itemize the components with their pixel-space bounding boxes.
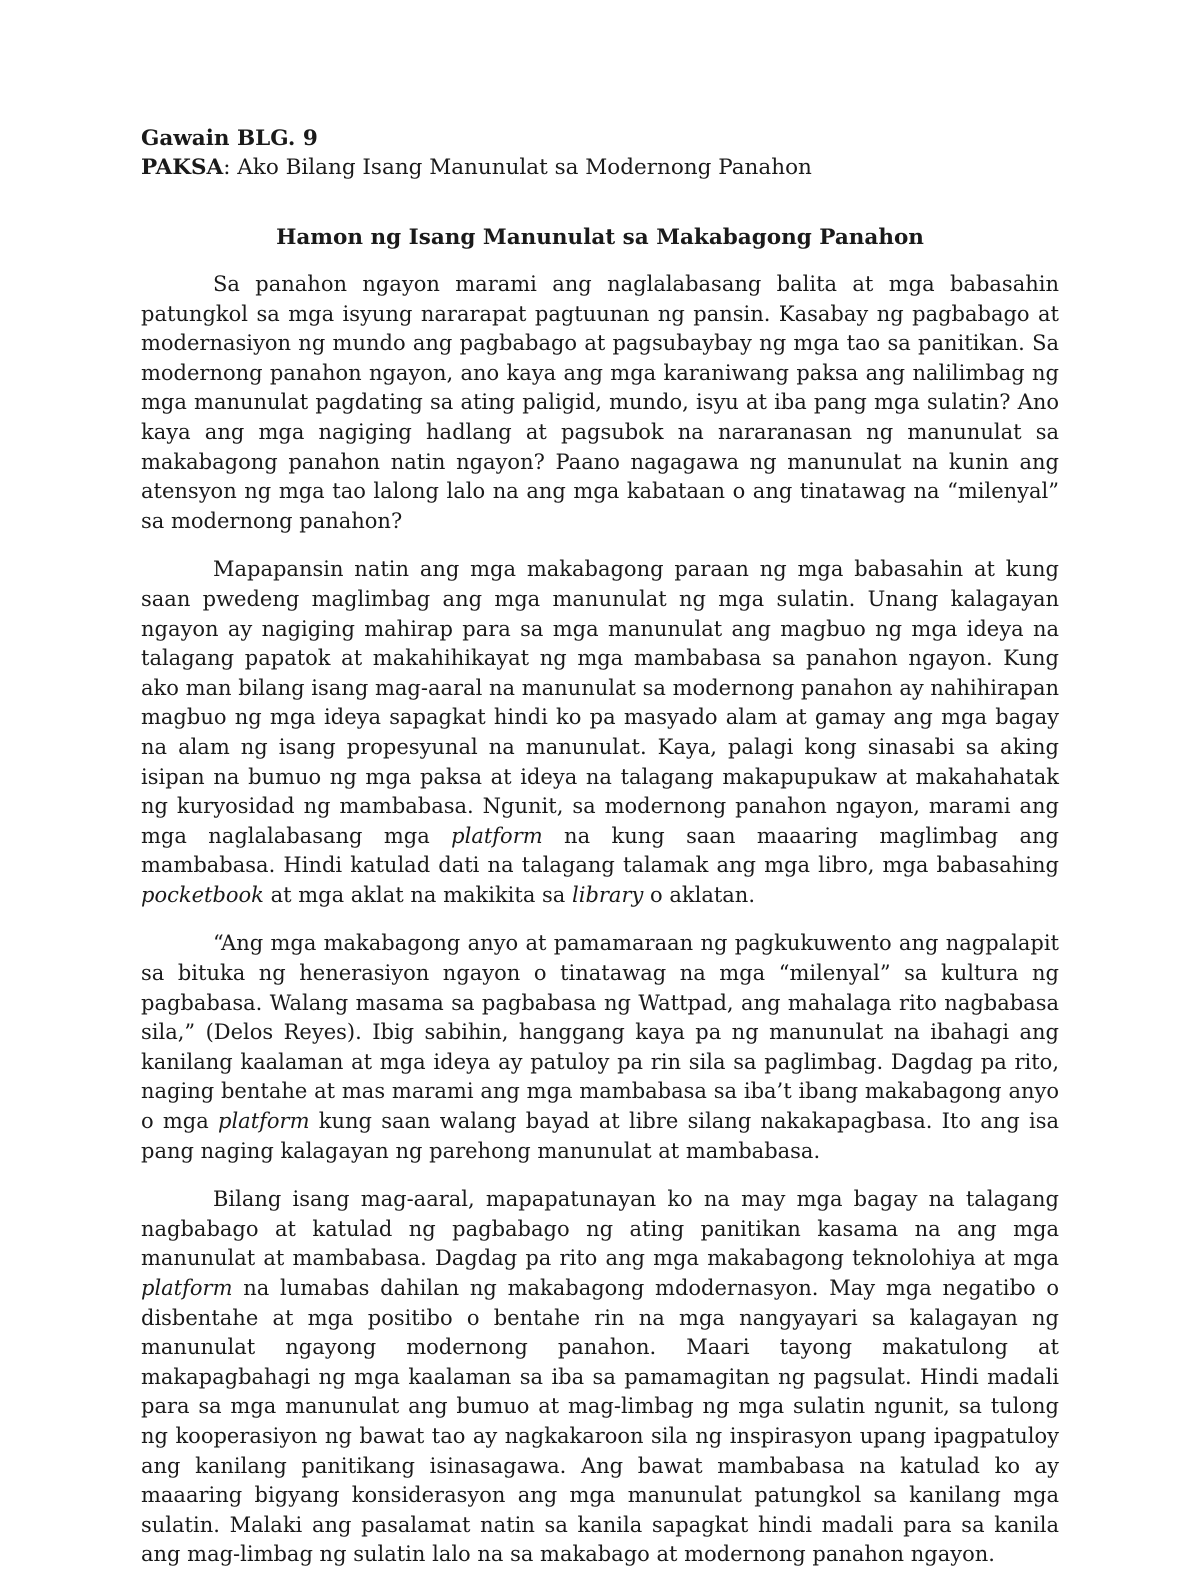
paragraph-3 [141, 929, 1059, 1166]
activity-number [141, 124, 1059, 153]
paragraph-2-text-a: Mapapansin natin ang mga makabagong paraan ng mga babasahin at kung saan pwedeng maglimbag ang mga manunulat ng mga sulatin. Unang kalagayan ngayon ay nagiging mahirap para sa mga manunulat ang magbuo ng mga ideya na talagang papatok at makahihikayat ng mga mambabasa sa panahon ngayon. Kung ako man bilang isang mag-aaral na manunulat sa modernong panahon ay nahihirapan magbuo ng mga ideya sapagkat hindi ko pa masyado alam at gamay ang mga bagay na alam ng isang propesyunal na manunulat. Kaya, palagi kong sinasabi sa aking isipan na bumuo ng mga paksa at ideya na talagang makapupukaw at makahahatak ng kuryosidad ng mambabasa. Ngunit, sa modernong panahon ngayon, marami ang mga naglalabasang mga [141, 557, 1059, 848]
paragraph-4-text-a: Bilang isang mag-aaral, mapapatunayan ko na may mga bagay na talagang nagbabago at katulad ng pagbabago ng ating panitikan kasama na ang mga manunulat at mambabasa. Dagdag pa rito ang mga makabagong teknolohiya at mga [141, 1187, 1059, 1271]
paragraph-2 [141, 555, 1059, 910]
paragraph-4 [141, 1185, 1059, 1570]
paragraph-2-text-d: o aklatan. [643, 882, 755, 907]
paragraph-3-emphasis-platform: platform [218, 1109, 310, 1134]
topic-value: Ako Bilang Isang Manunulat sa Modernong Panahon [230, 155, 812, 180]
topic-separator: : [223, 155, 231, 180]
paragraph-2-emphasis-pocketbook: pocketbook [141, 882, 264, 907]
activity-label: Gawain BLG. 9 [141, 126, 318, 151]
paragraph-2-text-c: at mga aklat na makikita sa [263, 882, 573, 907]
paragraph-4-text-b: na lumabas dahilan ng makabagong mdodernasyon. May mga negatibo o disbentahe at mga positibo o bentahe rin na mga nangyayari sa kalagayan ng manunulat ngayong modernong panahon. Maari tayong makatulong at makapagbahagi ng mga kaalaman sa iba sa pamamagitan ng pagsulat. Hindi madali para sa mga manunulat ang bumuo at mag-limbag ng mga sulatin ngunit, sa tulong ng kooperasiyon ng bawat tao ay nagkakaroon sila ng inspirasyon upang ipagpatuloy ang kanilang panitikang isinasagawa. Ang bawat mambabasa na katulad ko ay maaaring bigyang konsiderasyon ang mga manunulat patungkol sa kanilang mga sulatin. Malaki ang pasalamat natin sa kanila sapagkat hindi madali para sa kanila ang mag-limbag ng sulatin lalo na sa makabago at modernong panahon ngayon. [141, 1276, 1059, 1567]
topic-line [141, 153, 1059, 182]
paragraph-2-emphasis-library: library [572, 882, 644, 907]
paragraph-2-emphasis-platform: platform [451, 823, 543, 848]
paragraph-4-emphasis-platform: platform [141, 1276, 233, 1300]
paragraph-3-text-a: “Ang mga makabagong anyo at pamamaraan ng pagkukuwento ang nagpalapit sa bituka ng henerasiyon ngayon o tinatawag na mga “milenyal” sa kultura ng pagbabasa. Walang masama sa pagbabasa ng Wattpad, ang mahalaga rito nagbabasa sila,” (Delos Reyes). Ibig sabihin, hanggang kaya pa ng manunulat na ibahagi ang kanilang kaalaman at mga ideya ay patuloy pa rin sila sa paglimbag. Dagdag pa rito, naging bentahe at mas marami ang mga mambabasa sa iba’t ibang makabagong anyo o mga [141, 931, 1059, 1134]
paragraph-1: Sa panahon ngayon marami ang naglalabasang balita at mga babasahin patungkol sa mga isyung nararapat pagtuunan ng pansin. Kasabay ng pagbabago at modernasiyon ng mundo ang pagbabago at pagsubaybay ng mga tao sa panitikan. Sa modernong panahon ngayon, ano kaya ang mga karaniwang paksa ang nalilimbag ng mga manunulat pagdating sa ating paligid, mundo, isyu at iba pang mga sulatin? Ano kaya ang mga nagiging hadlang at pagsubok na nararanasan ng manunulat sa makabagong panahon natin ngayon? Paano nagagawa ng manunulat na kunin ang atensyon ng mga tao lalong lalo na ang mga kabataan o ang tinatawag na “milenyal” sa modernong panahon? [141, 272, 1059, 533]
topic-label: PAKSA [141, 155, 224, 180]
paragraph-2-text-b: na kung saan maaaring maglimbag ang mambabasa. Hindi katulad dati na talagang talamak ang mga libro, mga babasahing [141, 823, 1059, 878]
essay-title: Hamon ng Isang Manunulat sa Makabagong Panahon [276, 225, 924, 250]
paragraph-3-text-b: kung saan walang bayad at libre silang nakakapagbasa. Ito ang isa pang naging kalagayan ng parehong manunulat at mambabasa. [141, 1109, 1059, 1163]
document-page [141, 124, 1059, 1589]
